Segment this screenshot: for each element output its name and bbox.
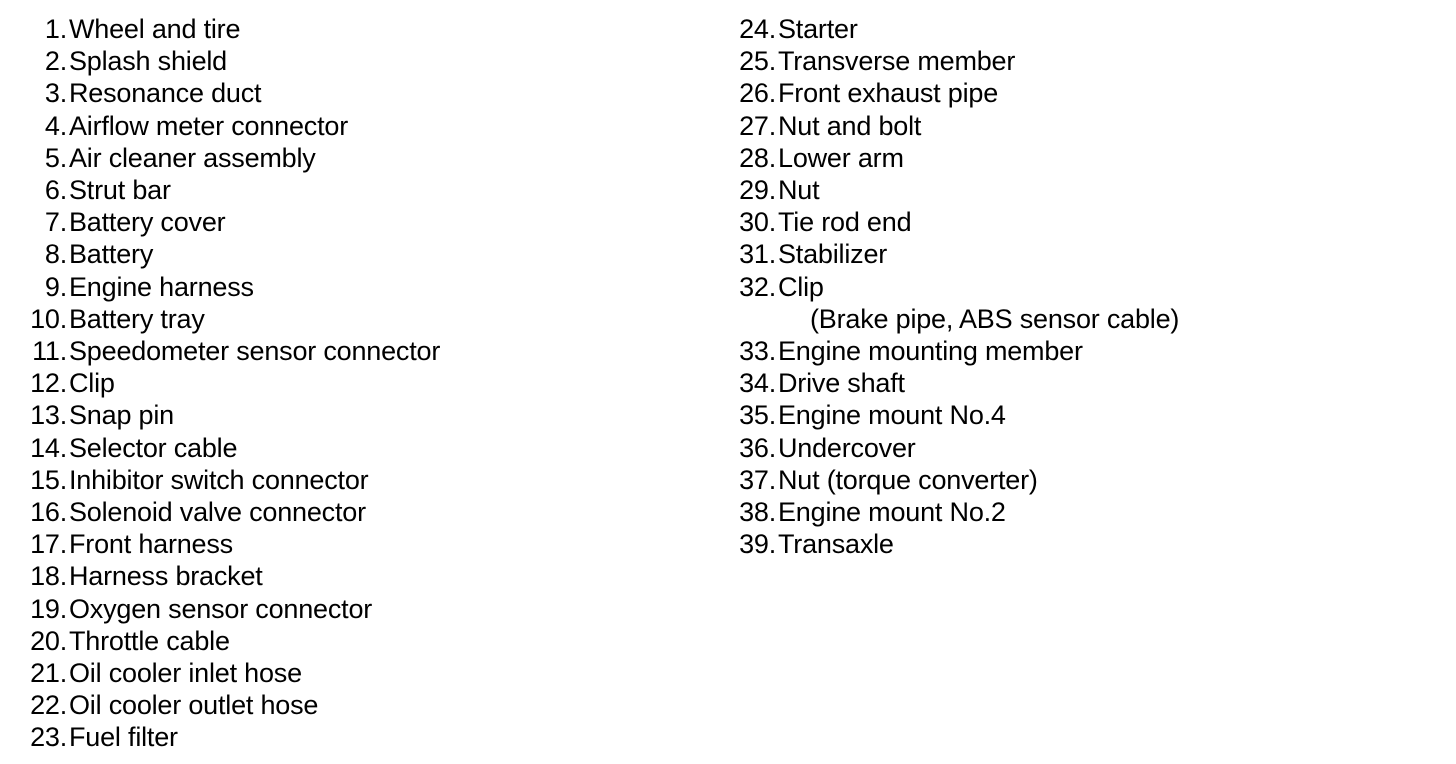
item-number: 10. [30,303,67,334]
item-label: Wheel and tire [69,14,241,44]
item-note: (Brake pipe, ABS sensor cable) [810,303,1180,334]
item-number: 7. [44,207,67,238]
parts-list-item [18,399,440,431]
item-label: Oxygen sensor connector [69,593,373,624]
parts-list-item [18,45,440,77]
item-number: 17. [30,529,67,560]
item-number: 20. [30,625,67,656]
parts-list-item [18,206,440,238]
item-number: 34. [739,368,776,399]
item-label: Strut bar [69,175,171,206]
parts-list-item [728,238,1179,270]
item-label: Selector cable [69,432,238,463]
parts-list-item [728,206,1179,238]
parts-list-item [18,142,440,174]
item-label: Front exhaust pipe [778,78,999,109]
item-number: 21. [30,658,67,689]
item-label: Engine harness [69,271,254,302]
parts-list-item [728,335,1179,367]
item-number: 35. [739,400,776,431]
parts-list-item [18,657,440,689]
item-number: 12. [30,368,67,399]
parts-list-item [18,77,440,109]
item-label: Nut and bolt [778,110,922,141]
item-label: Nut (torque converter) [778,464,1038,495]
item-number: 18. [30,561,67,592]
item-number: 24. [739,14,776,44]
item-number: 30. [739,207,776,238]
item-number: 6. [44,175,67,206]
item-label: Battery [69,239,154,270]
item-label: Engine mount No.2 [778,497,1006,528]
parts-list-item [18,560,440,592]
item-label: Transverse member [778,46,1016,77]
item-label: Starter [778,14,858,44]
parts-list-item [18,689,440,721]
item-label: Lower arm [778,142,904,173]
item-label: Battery tray [69,303,205,334]
item-label: Clip [69,368,115,399]
item-label: Nut [778,175,820,206]
item-number: 29. [739,175,776,206]
item-label: Throttle cable [69,625,230,656]
parts-list-item [18,496,440,528]
item-label: Engine mounting member [778,336,1083,367]
item-label: Airflow meter connector [69,110,349,141]
parts-list-right [728,13,1179,560]
item-label: Undercover [778,432,916,463]
parts-list-item [728,77,1179,109]
item-label: Engine mount No.4 [778,400,1006,431]
parts-list-item [728,432,1179,464]
item-number: 9. [44,271,67,302]
item-number: 39. [739,529,776,560]
parts-list-item [18,464,440,496]
item-label: Resonance duct [69,78,262,109]
parts-list-item [18,174,440,206]
item-number: 37. [739,464,776,495]
item-label: Stabilizer [778,239,888,270]
parts-list-item [728,496,1179,528]
parts-list-item [18,367,440,399]
item-label: Tie rod end [778,207,912,238]
item-label: Inhibitor switch connector [69,464,369,495]
parts-list-item [18,335,440,367]
item-number: 28. [739,142,776,173]
parts-list-item [18,238,440,270]
parts-list-item [728,110,1179,142]
item-number: 4. [44,110,67,141]
item-label: Transaxle [778,529,894,560]
item-number: 25. [739,46,776,77]
item-number: 15. [30,464,67,495]
item-label: Splash shield [69,46,228,77]
parts-list-item [18,721,440,753]
item-number: 38. [739,497,776,528]
item-label: Battery cover [69,207,226,238]
item-label: Clip [778,271,824,302]
parts-list-item [18,303,440,335]
parts-list-item [728,45,1179,77]
item-number: 2. [44,46,67,77]
item-number: 19. [30,593,67,624]
item-number: 11. [32,336,67,367]
parts-list-left [18,13,440,754]
parts-list-item [728,464,1179,496]
parts-list-item [728,271,1179,303]
item-number: 14. [30,432,67,463]
item-label: Air cleaner assembly [69,142,316,173]
parts-list-item [18,13,440,45]
item-label: Drive shaft [778,368,905,399]
item-label: Harness bracket [69,561,263,592]
item-label: Oil cooler inlet hose [69,658,302,689]
item-number: 3. [44,78,67,109]
parts-list-item [728,13,1179,45]
item-number: 13. [30,400,67,431]
parts-list-item [18,528,440,560]
item-number: 22. [30,690,67,721]
parts-list-item [728,367,1179,399]
parts-list-item [18,625,440,657]
item-number: 31. [739,239,776,270]
item-label: Fuel filter [69,722,178,753]
item-number: 27. [739,110,776,141]
item-label: Speedometer sensor connector [69,336,441,367]
item-number: 33. [739,336,776,367]
parts-list-item [18,593,440,625]
item-number: 1. [44,14,67,44]
item-number: 26. [739,78,776,109]
parts-list-item [18,110,440,142]
item-number: 8. [44,239,67,270]
item-label: Solenoid valve connector [69,497,366,528]
parts-list-item [728,174,1179,206]
item-number: 5. [44,142,67,173]
parts-list-item [18,271,440,303]
item-number: 36. [739,432,776,463]
parts-list-item [728,142,1179,174]
item-number: 16. [30,497,67,528]
item-number: 23. [30,722,67,753]
item-number: 32. [739,271,776,302]
item-label: Front harness [69,529,233,560]
item-label: Snap pin [69,400,174,431]
item-label: Oil cooler outlet hose [69,690,319,721]
parts-list-item [18,432,440,464]
parts-list-item [728,528,1179,560]
parts-list-item [728,399,1179,431]
